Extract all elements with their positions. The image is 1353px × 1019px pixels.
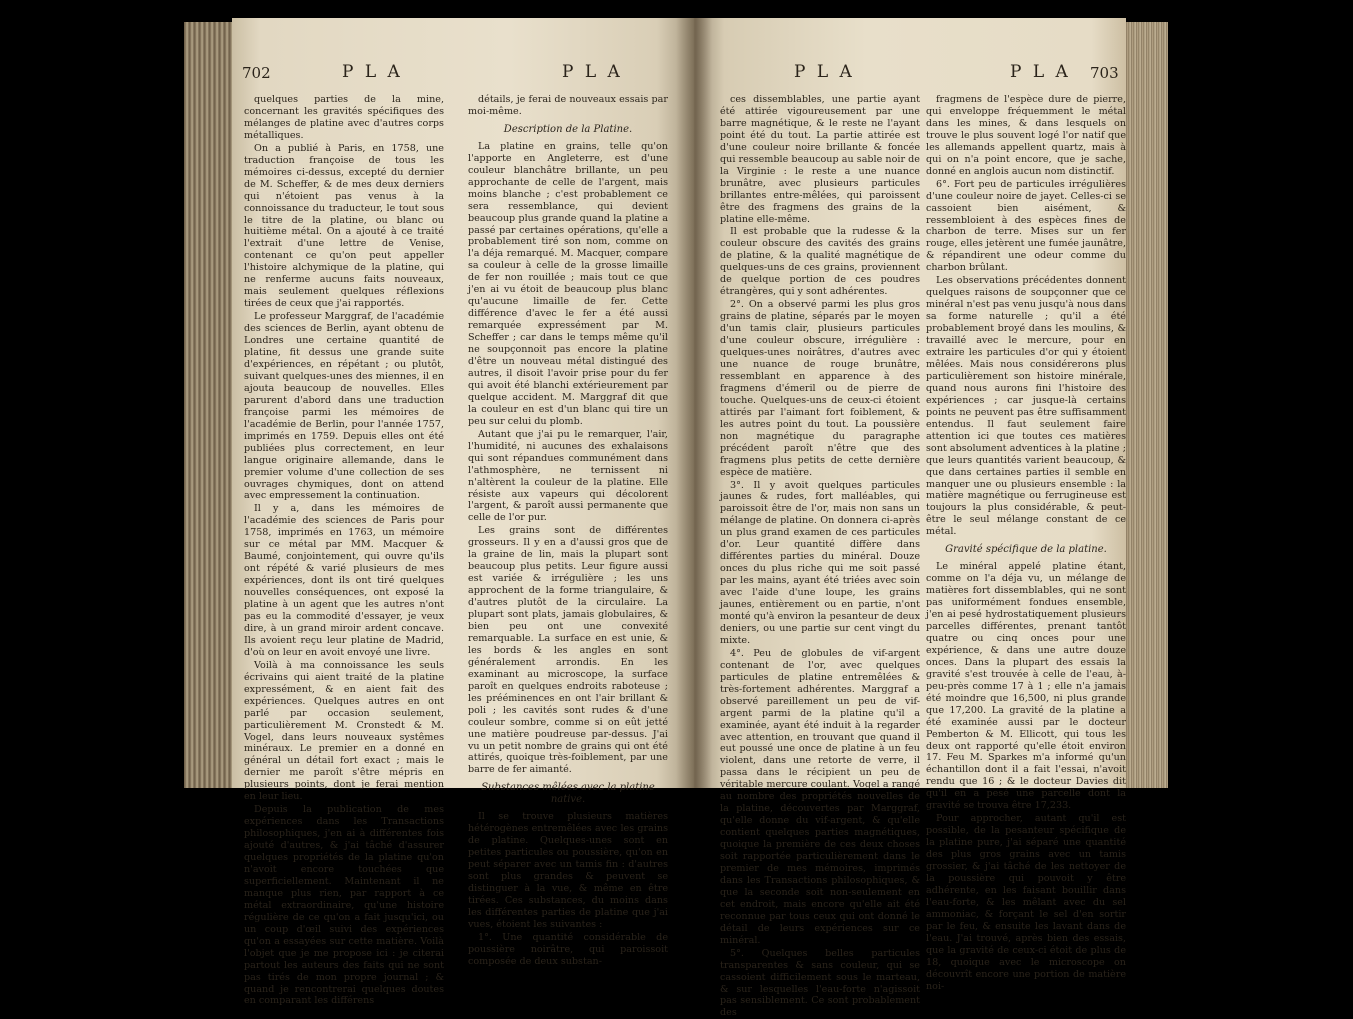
paragraph: Depuis la publication de mes expériences dans les Transactions philosophiques, j'en ai à différentes fois ajouté d'autres, & j'ai tâché d'assurer quelques propriétés de la platine qu'on n'avoit encore touchées que superficiellement. Maintenant il ne manque plus rien, par rapport à ce métal extraordinaire, qu'une histoire régulière de ce qu'on a fait jusqu'ici, ou un coup d'œil suivi des expériences qu'on a essayées sur cette matière. Voilà l'objet que je me propose ici : je citerai partout les auteurs des faits qui ne sont pas tirés de mon propre journal ; & quand je rencontrerai quelques doutes en comparant les différens bbox=[244, 804, 444, 1007]
section-heading: Description de la Platine. bbox=[503, 123, 633, 135]
section-heading: Gravité spécifique de la platine. bbox=[945, 544, 1107, 556]
left-page bbox=[232, 18, 694, 1007]
paragraph: fragmens de l'espèce dure de pierre, qui enveloppe fréquemment le métal dans les mines, & dans lesquels on trouve le plus souvent logé l'or natif que les allemands appellent quartz, mais à qui on n'a point encore, que je sache, donné en anglois aucun nom distinctif. bbox=[926, 94, 1126, 177]
paragraph: quelques parties de la mine, concernant les gravités spécifiques des mélanges de platine avec d'autres corps métalliques. bbox=[244, 94, 444, 141]
paragraph: 3°. Il y avoit quelques particules jaunes & rudes, fort malléables, qui paroissoit être de l'or, mais non sans un mélange de platine. On donnera ci-après un plus grand examen de ces particules d'or. Leur quantité diffère dans différentes parties du minéral. Douze onces du plus riche qui me soit passé par les mains, ayant été triées avec soin avec l'aide d'une loupe, les grains jaunes, entièrement ou en partie, n'ont monté qu'à environ la pesanteur de deux deniers, ou une partie sur cent vingt du mixte. bbox=[720, 479, 920, 646]
paragraph: ces dissemblables, une partie ayant été attirée vigoureusement par une barre magnétique, & le reste ne l'ayant point été du tout. La partie attirée est d'une couleur noire brillante & foncée qui ressemble beaucoup au sable noir de la Virginie : le reste a une nuance brunâtre, avec plusieurs particules brillantes entre-mêlées, qui paroissent être des fragmens des grains de la platine elle-même. bbox=[720, 94, 920, 225]
left-page-edges bbox=[184, 22, 236, 788]
right-page-column-2 bbox=[926, 94, 1126, 992]
left-page-column-1 bbox=[244, 94, 444, 1007]
right-page-edges bbox=[1122, 22, 1168, 788]
paragraph: Les grains sont de différentes grosseurs. Il y en a d'aussi gros que de la graine de lin, mais la plupart sont beaucoup plus petits. Leur figure aussi est variée & irrégulière ; les uns approchent de la forme triangulaire, & d'autres plutôt de la circulaire. La plupart sont plats, jamais globulaires, & bien peu ont une convexité remarquable. La surface en est unie, & les bords & les angles en sont généralement arrondis. En les examinant au microscope, la surface paroît en quelques endroits raboteuse ; les prééminences en ont l'air brillant & poli ; les cavités sont rudes & d'une couleur sombre, comme si on eût jetté une matière poudreuse par-dessus. J'ai vu un petit nombre de grains qui ont été attirés, quoique très-foiblement, par une barre de fer aimanté. bbox=[468, 525, 668, 776]
paragraph: Les observations précédentes donnent quelques raisons de soupçonner que ce minéral n'est pas venu jusqu'à nous dans sa forme naturelle ; qu'il a été probablement broyé dans les moulins, & travaillé avec le mercure, pour en extraire les particules d'or qui y étoient mêlées. Mais nous considérerons plus particulièrement son histoire minérale, quand nous aurons fini l'histoire des expériences ; car jusque-là certains points ne peuvent pas être suffisamment entendus. Il faut seulement faire attention ici que toutes ces matières sont absolument adventices à la platine ; que leurs quantités varient beaucoup, & que dans certaines parties il semble en manquer une ou plusieurs ensemble : la matière magnétique ou ferrugineuse est toujours la plus considérable, & peut-être le seul mélange constant de ce métal. bbox=[926, 275, 1126, 538]
left-page-column-2 bbox=[468, 94, 668, 967]
paragraph: Pour approcher, autant qu'il est possible, de la pesanteur spécifique de la platine pure, j'ai séparé une quantité des plus gros grains avec un tamis grossier, & j'ai tâché de les nettoyer de la poussière qui pouvoit y être adhérente, en les faisant bouillir dans l'eau-forte, & les mêlant avec du sel ammoniac, & forçant le sel d'en sortir par le feu, & ensuite les lavant dans de l'eau. J'ai trouvé, après bien des essais, que la gravité de ceux-ci étoit de plus de 18, quoique avec le microscope on découvrît encore une portion de matière noi- bbox=[926, 813, 1126, 992]
paragraph: 6°. Fort peu de particules irrégulières d'une couleur noire de jayet. Celles-ci se cassoient bien aisément, & ressembloient à des espèces fines de charbon de terre. Mises sur un fer rouge, elles jetèrent une fumée jaunâtre, & répandirent une odeur comme du charbon brûlant. bbox=[926, 178, 1126, 274]
paragraph: 4°. Peu de globules de vif-argent contenant de l'or, avec quelques particules de platine entremêlées & très-fortement adhérentes. Marggraf a observé pareillement un peu de vif-argent parmi de la platine qu'il a examinée, ayant été induit à la regarder avec attention, en trouvant que quand il eut poussé une once de platine à un feu violent, dans une retorte de verre, il passa dans le récipient un peu de véritable mercure coulant. Vogel a rangé au nombre des propriétés nouvelles de la platine, découvertes par Marggraf, qu'elle donne du vif-argent, & qu'elle contient quelques parties magnétiques, quoique la première de ces deux choses soit rapportée particulièrement dans le premier de mes mémoires, imprimés dans les Transactions philosophiques, & que la seconde soit non-seulement en cet endroit, mais encore qu'elle ait été reconnue par tous ceux qui ont donné le détail de leurs expériences sur ce minéral. bbox=[720, 647, 920, 946]
paragraph: Il y a, dans les mémoires de l'académie des sciences de Paris pour 1758, imprimés en 1763, un mémoire sur ce métal par MM. Macquer & Baumé, conjointement, qui ouvre qu'ils ont répété & varié plusieurs de mes expériences, dont ils ont tiré quelques nouvelles conséquences, ont exposé la platine à un agent que les autres n'ont pas eu la commodité d'essayer, je veux dire, à un grand miroir ardent concave. Ils avoient reçu leur platine de Madrid, d'où on leur en avoit envoyé une livre. bbox=[244, 503, 444, 658]
page-number-right: 703 bbox=[1090, 64, 1119, 82]
running-head-left-col1: P L A bbox=[342, 62, 403, 82]
paragraph: La platine en grains, telle qu'on l'apporte en Angleterre, est d'une couleur blanchâtre brillante, un peu approchante de celle de l'argent, mais moins blanche ; c'est probablement ce sera ressemblance, qui devient beaucoup plus grande quand la platine a passé par certaines opérations, qu'elle a probablement tiré son nom, comme on l'a déja remarqué. M. Macquer, compare sa couleur à celle de la grosse limaille de fer non rouillée ; mais tout ce que j'en ai vu étoit de beaucoup plus blanc qu'aucune limaille de fer. Cette différence d'avec le fer a été aussi remarquée expressément par M. Scheffer ; car dans le temps même qu'il ne soupçonnoit pas encore la platine d'être un nouveau métal distingué des autres, il disoit l'avoir prise pour du fer qui avoit été blanchi extérieurement par quelque accident. M. Marggraf dit que la couleur en est d'un blanc qui tire un peu sur celui du plomb. bbox=[468, 140, 668, 427]
paragraph: 5°. Quelques belles particules transparentes & sans couleur, qui se cassoient difficilement sous le marteau, & sur lesquelles l'eau-forte n'agissoit pas sensiblement. Ce sont probablement des bbox=[720, 947, 920, 1019]
running-head-right-col2: P L A bbox=[1010, 62, 1071, 82]
paragraph: 1°. Une quantité considérable de poussière noirâtre, qui paroissoit composée de deux substan- bbox=[468, 931, 668, 967]
paragraph: Voilà à ma connoissance les seuls écrivains qui aient traité de la platine expressément, & en aient fait des expériences. Quelques autres en ont parlé par occasion seulement, particulièrement M. Cronstedt & M. Vogel, dans leurs nouveaux systêmes minéraux. Le premier en a donné en général un détail fort exact ; mais le dernier me paroît s'être mépris en plusieurs points, dont je ferai mention en leur lieu. bbox=[244, 659, 444, 803]
paragraph: Il se trouve plusieurs matières hétérogènes entremêlées avec les grains de platine. Quelques-unes sont en petites particules ou poussière, qu'on en peut séparer avec un tamis fin : d'autres sont plus grandes & peuvent se distinguer à la vue, & même en être tirées. Ces substances, du moins dans les différentes parties de platine que j'ai vues, étoient les suivantes : bbox=[468, 811, 668, 930]
paragraph: Le minéral appelé platine étant, comme on l'a déja vu, un mélange de matières fort dissemblables, qui ne sont pas uniformément fondues ensemble, j'en ai pesé hydrostatiquement plusieurs parcelles différentes, prenant tantôt quatre ou cinq onces pour une expérience, & dans une autre douze onces. Dans la plupart des essais la gravité s'est trouvée à celle de l'eau, à-peu-près comme 17 à 1 ; elle n'a jamais été moindre que 16,500, ni plus grande que 17,200. La gravité de la platine a été examinée aussi par le docteur Pemberton & M. Ellicott, qui tous les deux ont rapporté qu'elle étoit environ 17. Feu M. Sparkes m'a informé qu'un échantillon dont il a fait l'essai, n'avoit rendu que 16 ; & le docteur Davies dit qu'il en a pesé une parcelle dont la gravité se trouva être 17,233. bbox=[926, 561, 1126, 812]
section-heading: Substances mêlées avec la platine native. bbox=[481, 782, 655, 806]
page-number-left: 702 bbox=[242, 64, 271, 82]
paragraph: Autant que j'ai pu le remarquer, l'air, l'humidité, ni aucunes des exhalaisons qui sont répandues communément dans l'athmosphère, ne ternissent ni n'altèrent la couleur de la platine. Elle résiste aux vapeurs qui décolorent l'argent, & paroît aussi permanente que celle de l'or pur. bbox=[468, 428, 668, 524]
right-page bbox=[694, 18, 1126, 1019]
paragraph: Il est probable que la rudesse & la couleur obscure des cavités des grains de platine, & la qualité magnétique de quelques-uns de ces grains, proviennent de quelque portion de ces poudres étrangères, qui y sont adhérentes. bbox=[720, 226, 920, 298]
running-head-right-col1: P L A bbox=[794, 62, 855, 82]
paragraph: Le professeur Marggraf, de l'académie des sciences de Berlin, ayant obtenu de Londres une certaine quantité de platine, fit dessus une grande suite d'expériences, en répétant ; ou plutôt, suivant quelques-unes des miennes, il en ajouta beaucoup de nouvelles. Elles parurent d'abord dans une traduction françoise parmi les mémoires de l'académie de Berlin, pour l'année 1757, imprimés en 1759. Depuis elles ont été publiées plus correctement, en leur langue originaire allemande, dans le premier volume d'une collection de ses ouvrages chymiques, dont on attend avec empressement la continuation. bbox=[244, 311, 444, 502]
right-page-column-1 bbox=[720, 94, 920, 1019]
paragraph: détails, je ferai de nouveaux essais par moi-même. bbox=[468, 94, 668, 117]
paragraph: On a publié à Paris, en 1758, une traduction françoise de tous les mémoires ci-dessus, excepté du dernier de M. Scheffer, & de mes deux derniers qui n'étoient pas venus à la connoissance du traducteur, le tout sous le titre de la platine, ou blanc ou huitième métal. On a ajouté à ce traité l'extrait d'une lettre de Venise, contenant ce qu'on peut appeller l'histoire alchymique de la platine, qui ne renferme aucuns faits nouveaux, mais seulement quelques réflexions tirées de ceux que j'ai rapportés. bbox=[244, 142, 444, 310]
book-gutter bbox=[676, 18, 712, 788]
running-head-left-col2: P L A bbox=[562, 62, 623, 82]
paragraph: 2°. On a observé parmi les plus gros grains de platine, séparés par le moyen d'un tamis clair, plusieurs particules d'une couleur obscure, irrégulière : quelques-unes noirâtres, d'autres avec une nuance de rouge brunâtre, ressemblant en apparence à des fragmens d'émeril ou de pierre de touche. Quelques-uns de ceux-ci étoient attirés par l'aimant fort foiblement, & les autres point du tout. La poussière non magnétique du paragraphe précédent paroît n'être que des fragmens plus petits de cette dernière espèce de matière. bbox=[720, 299, 920, 478]
